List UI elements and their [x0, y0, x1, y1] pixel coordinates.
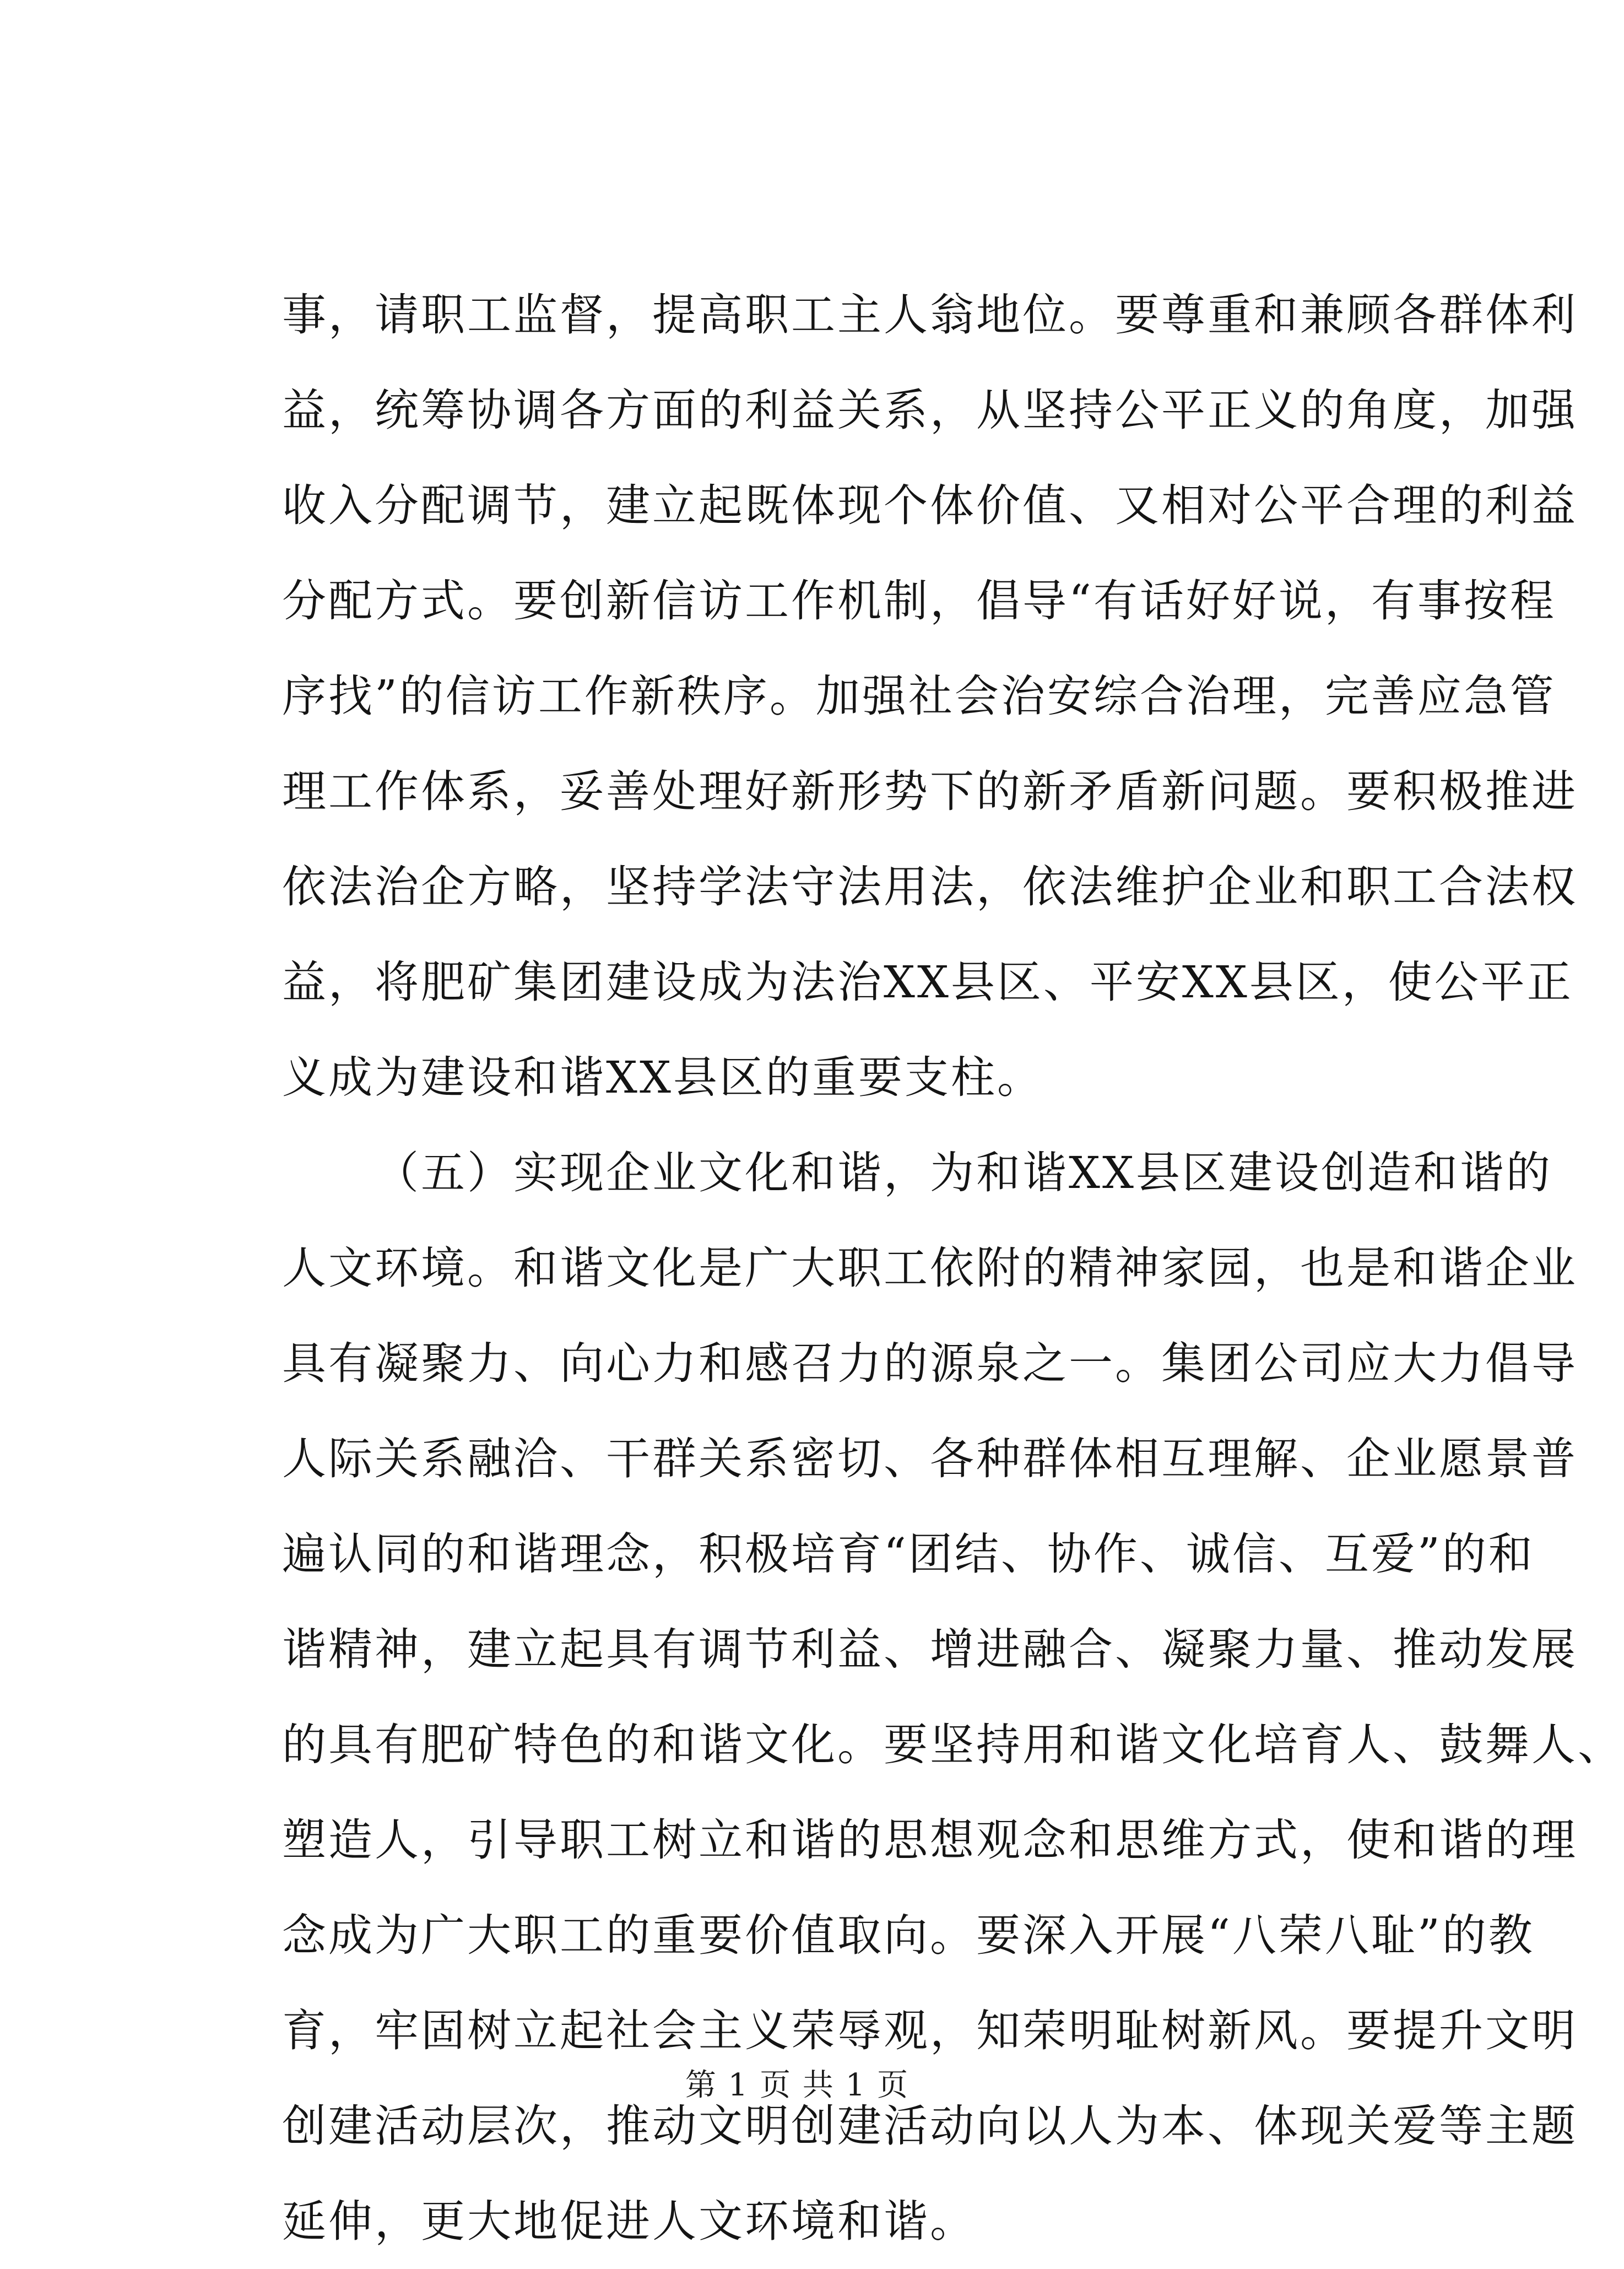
paragraph-line: 遍认同的和谐理念，积极培育“团结、协作、诚信、互爱”的和: [282, 1528, 1535, 1580]
paragraph-line: 人际关系融洽、干群关系密切、各种群体相互理解、企业愿景普: [282, 1433, 1578, 1484]
paragraph-line: 序找”的信访工作新秩序。加强社会治安综合治理，完善应急管: [282, 671, 1556, 722]
paragraph-line: 念成为广大职工的重要价值取向。要深入开展“八荣八耻”的教: [282, 1910, 1535, 1961]
paragraph-line: （五）实现企业文化和谐，为和谐XX县区建设创造和谐的: [375, 1147, 1552, 1198]
paragraph-line: 理工作体系，妥善处理好新形势下的新矛盾新问题。要积极推进: [282, 766, 1578, 817]
paragraph-line: 收入分配调节，建立起既体现个体价值、又相对公平合理的利益: [282, 480, 1578, 531]
document-body: [282, 267, 1624, 2269]
paragraph-line: 延伸，更大地促进人文环境和谐。: [282, 2196, 976, 2247]
paragraph-line: 益，统筹协调各方面的利益关系，从坚持公平正义的角度，加强: [282, 385, 1578, 436]
paragraph-line: 依法治企方略，坚持学法守法用法，依法维护企业和职工合法权: [282, 861, 1578, 912]
paragraph-line: 塑造人，引导职工树立和谐的思想观念和思维方式，使和谐的理: [282, 1814, 1578, 1866]
paragraph-line: 分配方式。要创新信访工作机制，倡导“有话好好说，有事按程: [282, 575, 1556, 626]
paragraph-1: [282, 267, 1578, 1125]
paragraph-line: 创建活动层次，推动文明创建活动向以人为本、体现关爱等主题: [282, 2100, 1578, 2152]
paragraph-line: 义成为建设和谐XX县区的重要支柱。: [282, 1052, 1043, 1103]
paragraph-line: 益，将肥矿集团建设成为法治XX县区、平安XX县区，使公平正: [282, 957, 1573, 1008]
paragraph-line: 育，牢固树立起社会主义荣辱观，知荣明耻树新风。要提升文明: [282, 2005, 1578, 2056]
page-footer: [0, 2061, 1594, 2105]
paragraph-line: 事，请职工监督，提高职工主人翁地位。要尊重和兼顾各群体利: [282, 289, 1578, 341]
paragraph-line: 人文环境。和谐文化是广大职工依附的精神家园，也是和谐企业: [282, 1242, 1578, 1294]
paragraph-line: 谐精神，建立起具有调节利益、增进融合、凝聚力量、推动发展: [282, 1624, 1578, 1675]
paragraph-line: 的具有肥矿特色的和谐文化。要坚持用和谐文化培育人、鼓舞人、: [282, 1719, 1624, 1770]
paragraph-line: 具有凝聚力、向心力和感召力的源泉之一。集团公司应大力倡导: [282, 1338, 1578, 1389]
page-number-label: 第 1 页 共 1 页: [685, 2067, 910, 2103]
